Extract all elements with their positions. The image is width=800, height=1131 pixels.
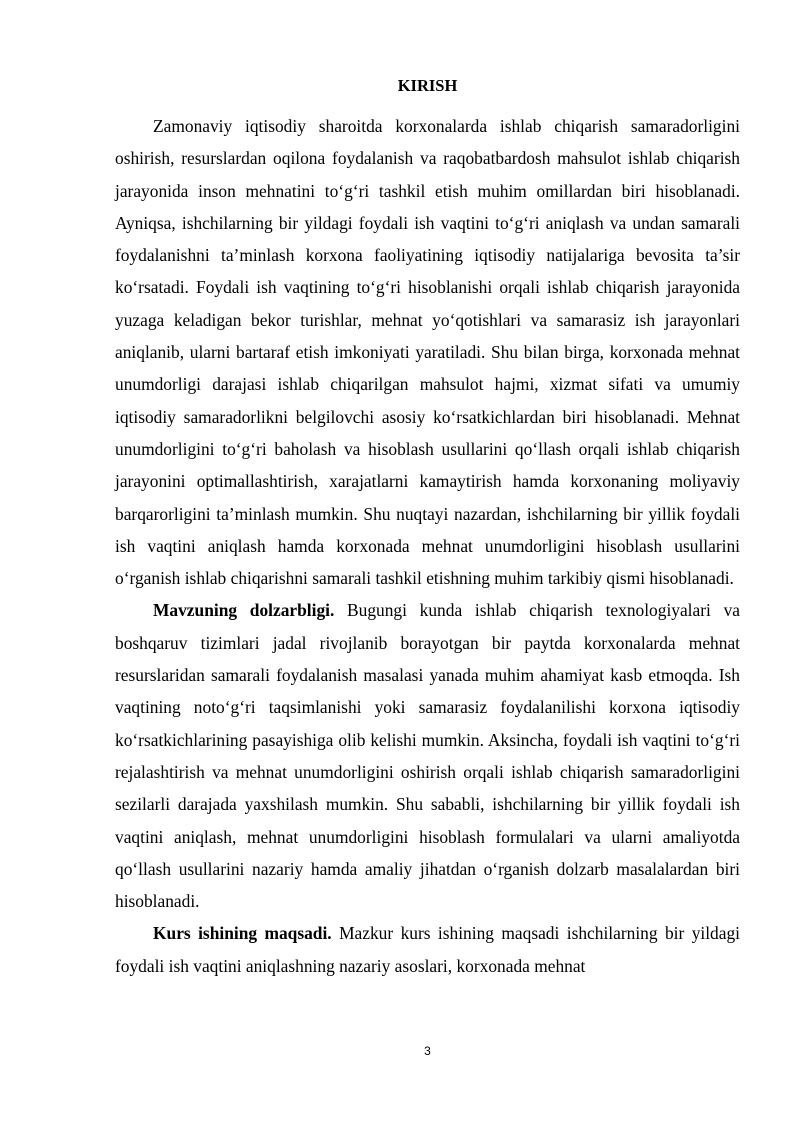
page-title: KIRISH	[397, 76, 458, 95]
page-number: 3	[424, 1044, 431, 1058]
body-text	[115, 110, 740, 982]
relevance-paragraph	[115, 594, 740, 917]
goal-paragraph	[115, 917, 740, 982]
paragraph-lead: Mavzuning dolzarbligi.	[153, 600, 335, 621]
paragraph-lead: Kurs ishining maqsadi.	[153, 923, 332, 944]
paragraph-text: Zamonaviy iqtisodiy sharoitda korxonalarda ishlab chiqarish samaradorligini oshirish, resurslardan oqilona foydalanish va raqobatbardosh mahsulot ishlab chiqarish jarayonida inson mehnatini to‘g‘ri tashkil etish muhim omillardan biri hisoblanadi. Ayniqsa, ishchilarning bir yildagi foydali ish vaqtini to‘g‘ri aniqlash va undan samarali foydalanishni ta’minlash korxona faoliyatining iqtisodiy natijalariga bevosita ta’sir ko‘rsatadi. Foydali ish vaqtining to‘g‘ri hisoblanishi orqali ishlab chiqarish jarayonida yuzaga keladigan bekor turishlar, mehnat yo‘qotishlari va samarasiz ish jarayonlari aniqlanib, ularni bartaraf etish imkoniyati yaratiladi. Shu bilan birga, korxonada mehnat unumdorligi darajasi ishlab chiqarilgan mahsulot hajmi, xizmat sifati va umumiy iqtisodiy samaradorlikni belgilovchi asosiy ko‘rsatkichlardan biri hisoblanadi. Mehnat unumdorligini to‘g‘ri baholash va hisoblash usullarini qo‘llash orqali ishlab chiqarish jarayonini optimallashtirish, xarajatlarni kamaytirish hamda korxonaning moliyaviy barqarorligini ta’minlash mumkin. Shu nuqtayi nazardan, ishchilarning bir yillik foydali ish vaqtini aniqlash hamda korxonada mehnat unumdorligini hisoblash usullarini o‘rganish ishlab chiqarishni samarali tashkil etishning muhim tarkibiy qismi hisoblanadi.	[115, 116, 740, 589]
paragraph-text: Bugungi kunda ishlab chiqarish texnologiyalari va boshqaruv tizimlari jadal rivojlanib borayotgan bir paytda korxonalarda mehnat resurslaridan samarali foydalanish masalasi yanada muhim ahamiyat kasb etmoqda. Ish vaqtining noto‘g‘ri taqsimlanishi yoki samarasiz foydalanilishi korxona iqtisodiy ko‘rsatkichlarining pasayishiga olib kelishi mumkin. Aksincha, foydali ish vaqtini to‘g‘ri rejalashtirish va mehnat unumdorligini oshirish orqali ishlab chiqarish samaradorligini sezilarli darajada yaxshilash mumkin. Shu sababli, ishchilarning bir yillik foydali ish vaqtini aniqlash, mehnat unumdorligini hisoblash formulalari va ularni amaliyotda qo‘llash usullarini nazariy hamda amaliy jihatdan o‘rganish dolzarb masalalardan biri hisoblanadi.	[115, 600, 740, 912]
intro-paragraph	[115, 110, 740, 594]
paragraph-text: Mazkur kurs ishining maqsadi ishchilarning bir yildagi foydali ish vaqtini aniqlashning nazariy asoslari, korxonada mehnat	[115, 923, 740, 976]
